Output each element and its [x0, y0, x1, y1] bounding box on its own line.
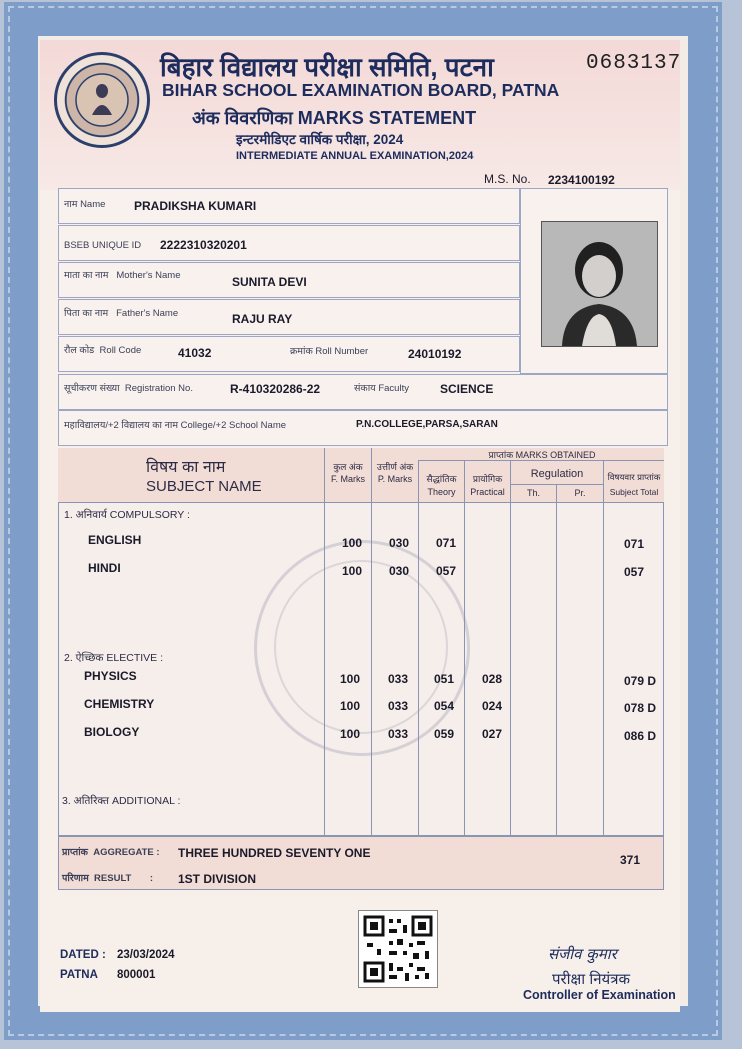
place-label: PATNA [60, 969, 98, 981]
name-label: नाम Name [64, 199, 106, 210]
watermark-inner-ring [274, 560, 448, 734]
subject-total: 079 D [624, 674, 657, 688]
pmarks-header-hindi: उत्तीर्ण अंक [376, 462, 414, 472]
full-marks: 100 [342, 536, 363, 550]
registration-no: R-410320286-22 [230, 382, 321, 396]
practical-marks: 027 [482, 727, 503, 741]
roll-code-label: रौल कोड Roll Code [64, 345, 142, 356]
practical-marks: 028 [482, 672, 503, 686]
theory-marks: 054 [434, 699, 455, 713]
regulation-header: Regulation [530, 468, 584, 480]
serial-number: 0683137 [586, 52, 682, 75]
controller-title-hindi: परीक्षा नियंत्रक [552, 971, 631, 988]
mother-name: SUNITA DEVI [232, 275, 307, 289]
col-divider [603, 460, 604, 836]
subject-total-header-english: Subject Total [609, 487, 659, 497]
dated-label: DATED : [60, 949, 106, 961]
subject-total: 086 D [624, 729, 657, 743]
subject-name: PHYSICS [84, 669, 137, 683]
statement-title-english: MARKS STATEMENT [297, 108, 477, 128]
subject-header-english: SUBJECT NAME [146, 478, 262, 495]
practical-header-english: Practical [470, 487, 505, 497]
pass-marks: 033 [388, 727, 409, 741]
subject-name: HINDI [88, 561, 121, 575]
elective-section-label: 2. ऐच्छिक ELECTIVE : [64, 652, 164, 664]
practical-header-hindi: प्रायोगिक [472, 474, 503, 484]
col-divider [464, 460, 465, 836]
pass-marks: 033 [388, 699, 409, 713]
full-marks: 100 [340, 727, 361, 741]
full-marks: 100 [340, 699, 361, 713]
date-value: 23/03/2024 [117, 949, 175, 961]
theory-marks: 071 [436, 536, 457, 550]
subject-total: 071 [624, 537, 645, 551]
roll-number-label: क्रमांक Roll Number [290, 346, 369, 357]
qr-code-icon [358, 910, 438, 988]
theory-header-hindi: सैद्धांतिक [426, 474, 457, 484]
col-divider [371, 448, 372, 836]
full-marks: 100 [342, 564, 363, 578]
subject-name: ENGLISH [88, 533, 142, 547]
additional-section-label: 3. अतिरिक्त ADDITIONAL : [62, 795, 181, 807]
col-divider [324, 448, 325, 836]
faculty: SCIENCE [440, 382, 494, 396]
roll-number: 24010192 [408, 347, 462, 361]
college-name: P.N.COLLEGE,PARSA,SARAN [356, 419, 498, 430]
pass-marks: 030 [389, 536, 410, 550]
subject-name: BIOLOGY [84, 725, 140, 739]
controller-signature: संजीव कुमार [548, 945, 617, 963]
board-title-hindi: बिहार विद्यालय परीक्षा समिति, पटना [160, 52, 494, 82]
pass-marks: 033 [388, 672, 409, 686]
regulation-theory-header: Th. [526, 488, 540, 498]
marks-statement-title [192, 106, 476, 130]
subject-total: 057 [624, 565, 645, 579]
registration-label: सूचीकरण संख्या Registration No. [64, 383, 193, 394]
subject-total: 078 D [624, 701, 657, 715]
fmarks-header-hindi: कुल अंक [333, 462, 363, 472]
compulsory-section-label: 1. अनिवार्य COMPULSORY : [64, 509, 190, 521]
practical-marks: 024 [482, 699, 503, 713]
college-label: महाविद्यालय/+2 विद्यालय का नाम College/+2 School Name [64, 420, 287, 431]
subject-total-header-hindi: विषयवार प्राप्तांक [607, 472, 661, 482]
result-value: 1ST DIVISION [178, 872, 257, 886]
theory-header-english: Theory [427, 487, 456, 497]
row-divider [510, 484, 603, 485]
name-row [58, 188, 520, 224]
student-photo [541, 221, 658, 347]
aggregate-value: 371 [620, 853, 641, 867]
bseb-id: 2222310320201 [160, 238, 247, 252]
controller-title-english: Controller of Examination [523, 988, 676, 1002]
marks-obtained-header: प्राप्तांक MARKS OBTAINED [488, 450, 596, 460]
theory-marks: 059 [434, 727, 455, 741]
ms-no-value: 2234100192 [548, 173, 615, 187]
subject-header-hindi: विषय का नाम [146, 459, 226, 476]
ms-no-label: M.S. No. [484, 172, 531, 186]
fmarks-header-english: F. Marks [330, 474, 365, 484]
col-divider [510, 460, 511, 836]
result-label: परिणाम RESULT : [62, 873, 153, 884]
pin-code: 800001 [117, 969, 156, 981]
student-name: PRADIKSHA KUMARI [134, 199, 257, 213]
theory-marks: 057 [436, 564, 457, 578]
aggregate-label: प्राप्तांक AGGREGATE : [62, 847, 160, 858]
roll-code: 41032 [178, 346, 212, 360]
regulation-practical-header: Pr. [574, 488, 586, 498]
full-marks: 100 [340, 672, 361, 686]
theory-marks: 051 [434, 672, 455, 686]
exam-title-english: INTERMEDIATE ANNUAL EXAMINATION,2024 [236, 150, 474, 162]
bseb-label: BSEB UNIQUE ID [64, 240, 142, 251]
exam-title-hindi: इन्टरमीडिएट वार्षिक परीक्षा, 2024 [236, 132, 404, 147]
pass-marks: 030 [389, 564, 410, 578]
mother-label: माता का नाम Mother's Name [64, 270, 181, 281]
aggregate-words: THREE HUNDRED SEVENTY ONE [178, 846, 371, 860]
statement-title-hindi: अंक विवरणिका [192, 108, 293, 128]
pmarks-header-english: P. Marks [377, 474, 413, 484]
subject-name: CHEMISTRY [84, 697, 155, 711]
board-seal-icon [54, 52, 150, 148]
col-divider [418, 460, 419, 836]
col-divider [556, 484, 557, 836]
board-title-english: BIHAR SCHOOL EXAMINATION BOARD, PATNA [162, 80, 560, 100]
father-name: RAJU RAY [232, 312, 293, 326]
faculty-label: संकाय Faculty [354, 383, 409, 394]
father-label: पिता का नाम Father's Name [64, 308, 179, 319]
